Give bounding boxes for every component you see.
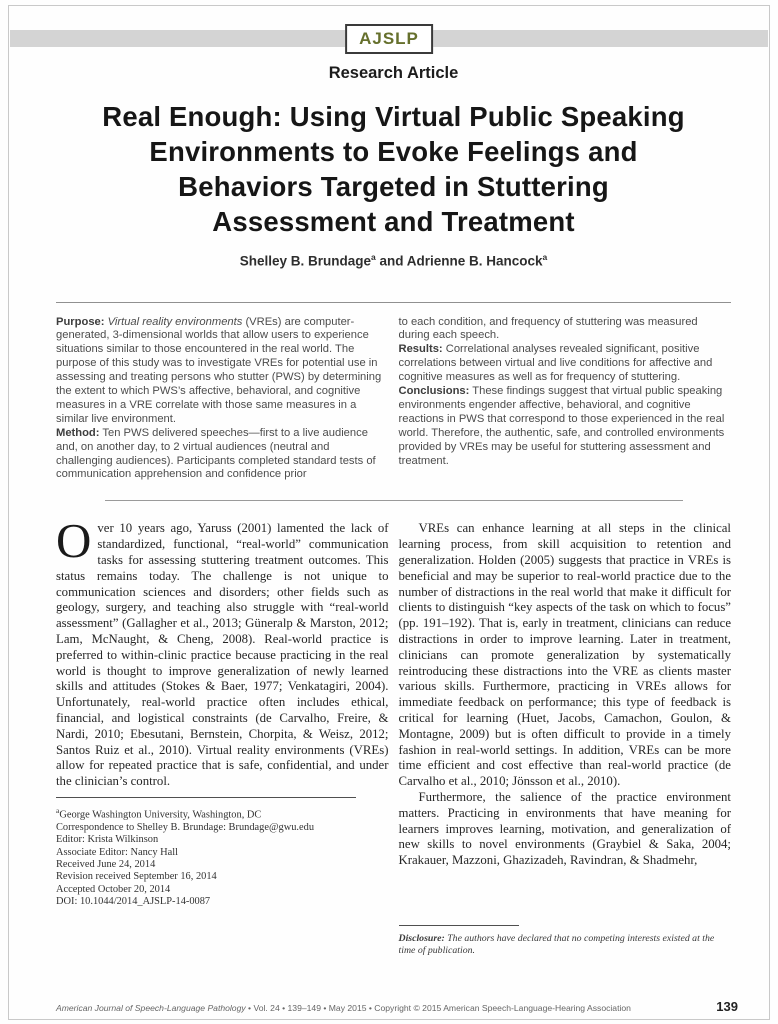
author-name-1: Shelley B. Brundage <box>239 253 371 269</box>
abstract-section <box>56 316 731 483</box>
disclosure-divider <box>399 925 519 926</box>
body-paragraph-vre-learning: VREs can enhance learning at all steps in the clinical learning process, from skill acquisition to retention and generalization. Holden (2005) suggests that practice in VREs is beneficial and may be superior to real-world practice due to the number of distractions in the real world that make it difficult for clients to distinguish “key aspects of the task on which to focus” (pp. 191–192). That is, early in treatment, clinicians can reduce distractions in order to improve learning. Later in treatment, clinicians can promote generalization by systematically reintroducing these distractions into the VRE as clients master various skills. Furthermore, practicing in VREs allows for immediate feedback on performance; this type of feedback is critical for learning (Huet, Jacobs, Camachon, Goulon, & Montagne, 2009) but is often difficult to provide in a timely fashion in real-world settings. In addition, VREs can be more time efficient and cost effective than real-world practice (de Carvalho et al., 2010; Jönsson et al., 2010). <box>398 521 731 789</box>
title-line-4: Assessment and Treatment <box>212 206 575 237</box>
ajslp-logo-text: AJSLP <box>359 28 419 48</box>
authors-line <box>56 252 731 269</box>
abstract-left-column <box>56 316 389 483</box>
intro-paragraph-text: ver 10 years ago, Yaruss (2001) lamented the lack of standardized, functional, “real-world” communication tasks for assessing stuttering treatment outcomes. This status remains today. The challenge is not unique to communication sciences and disorders; other fields such as geology, surgery, and teaching also struggle with “real-world assessment” (Gallagher et al., 2013; Güneralp & Marston, 2012; Lam, McNaught, & Cheng, 2008). Real-world practice is preferred to within-clinic practice because practicing in the real world is thought to improve generalization of newly learned skills and attitudes (Stokes & Baer, 1977; Venkatagiri, 2004). Unfortunately, real-world practice often includes ethical, financial, and logistical constraints (de Carvalho, Freire, & Nardi, 2010; Ebesutani, Bernstein, Chorpita, & Weisz, 2012; Santos Ruiz et al., 2010). Virtual reality environments (VREs) allow for repeated practice that is safe, confidential, and under the clinician’s control. <box>56 521 389 789</box>
footnote-affiliation <box>56 805 389 822</box>
footnote-doi: DOI: 10.1044/2014_AJSLP-14-0087 <box>56 896 211 908</box>
footnote-received-date: Received June 24, 2014 <box>56 859 156 871</box>
masthead-band <box>10 30 768 47</box>
title-line-2: Environments to Evoke Feelings and <box>149 136 638 167</box>
body-section <box>56 513 731 957</box>
footnote-divider <box>56 797 356 798</box>
results-paragraph <box>399 343 732 385</box>
footnote-affiliation-text: George Washington University, Washington, DC <box>59 809 262 821</box>
purpose-italic-term: Virtual reality environments <box>107 315 243 328</box>
disclosure-label: Disclosure: <box>398 932 445 944</box>
footnote-editor: Editor: Krista Wilkinson <box>56 834 159 846</box>
abstract-right-column <box>399 316 732 483</box>
page-footer <box>56 999 738 1014</box>
affiliation-sup-2: a <box>542 252 548 262</box>
drop-cap: O <box>56 513 92 569</box>
purpose-label: Purpose: <box>56 315 105 328</box>
page-content <box>0 64 778 958</box>
method-label: Method: <box>56 426 100 439</box>
abstract-bottom-rule <box>105 500 683 501</box>
page-number: 139 <box>716 999 738 1014</box>
results-label: Results: <box>398 343 443 356</box>
author-name-2: and Adrienne B. Hancock <box>379 253 543 269</box>
article-type-heading: Research Article <box>328 64 459 82</box>
results-text: Correlational analyses revealed significant, positive correlations between virtual and live conditions for affective and cognitive measures as well as for frequency of stuttering. <box>398 343 713 384</box>
citation-meta: • Vol. 24 • 139–149 • May 2015 • Copyright © 2015 American Speech-Language-Hearing Association <box>245 1003 631 1013</box>
method-continuation: to each condition, and frequency of stuttering was measured during each speech. <box>398 315 698 342</box>
affiliation-sup-1: a <box>371 252 376 262</box>
article-title <box>56 99 731 239</box>
footnote-accepted-date: Accepted October 20, 2014 <box>56 883 171 895</box>
title-line-1: Real Enough: Using Virtual Public Speaking <box>102 101 685 132</box>
body-left-column <box>56 513 389 957</box>
footnote-block <box>56 797 389 909</box>
conclusions-text: These findings suggest that virtual public speaking environments engender affective, behavioral, and cognitive reactions in PWS that correspond to those experienced in the real world. Therefore, the authentic, safe, and controlled environments provided by VREs may be useful for stuttering assessment and treatment. <box>398 385 725 467</box>
journal-citation <box>56 1003 631 1013</box>
body-right-column <box>399 521 732 957</box>
body-paragraph-salience: Furthermore, the salience of the practice environment matters. Practicing in environments that have meaning for learners improves learning, motivation, and generalization of new skills to novel environments (Graybiel & Saka, 2004; Krakauer, Mazzoni, Ghazizadeh, Ravindran, & Shadmehr, <box>398 789 731 868</box>
ajslp-logo <box>345 24 433 54</box>
disclosure-text: The authors have declared that no competing interests existed at the time of publication. <box>398 932 715 957</box>
title-line-3: Behaviors Targeted in Stuttering <box>178 171 609 202</box>
footnote-affiliation-sup: a <box>56 805 60 815</box>
disclosure-text-line <box>399 933 732 958</box>
conclusions-label: Conclusions: <box>398 385 470 398</box>
footnote-associate-editor: Associate Editor: Nancy Hall <box>56 846 179 858</box>
abstract-top-rule <box>56 302 731 303</box>
purpose-paragraph <box>56 316 389 427</box>
intro-paragraph <box>56 513 389 790</box>
method-text: Ten PWS delivered speeches—first to a live audience and, on another day, to 2 virtual audiences (neutral and challenging audiences). Participants completed standard tests of communication apprehension and confidence prior <box>56 426 376 481</box>
disclosure-note <box>399 925 732 958</box>
purpose-text: (VREs) are computer-generated, 3-dimensional worlds that allow users to experience situations similar to those encountered in the real world. The purpose of this study was to investigate VREs for potential use in assessing and treating persons who stutter (PWS) by determining the extent to which PWS’s affective, behavioral, and cognitive measures in a VRE correlate with those same measures in a similar live environment. <box>56 315 382 425</box>
footnote-correspondence: Correspondence to Shelley B. Brundage: Brundage@gwu.edu <box>56 821 315 833</box>
method-paragraph <box>56 427 389 483</box>
journal-name: American Journal of Speech-Language Pathology <box>56 1003 246 1013</box>
conclusions-paragraph <box>399 385 732 468</box>
footnote-revision-date: Revision received September 16, 2014 <box>56 871 217 883</box>
